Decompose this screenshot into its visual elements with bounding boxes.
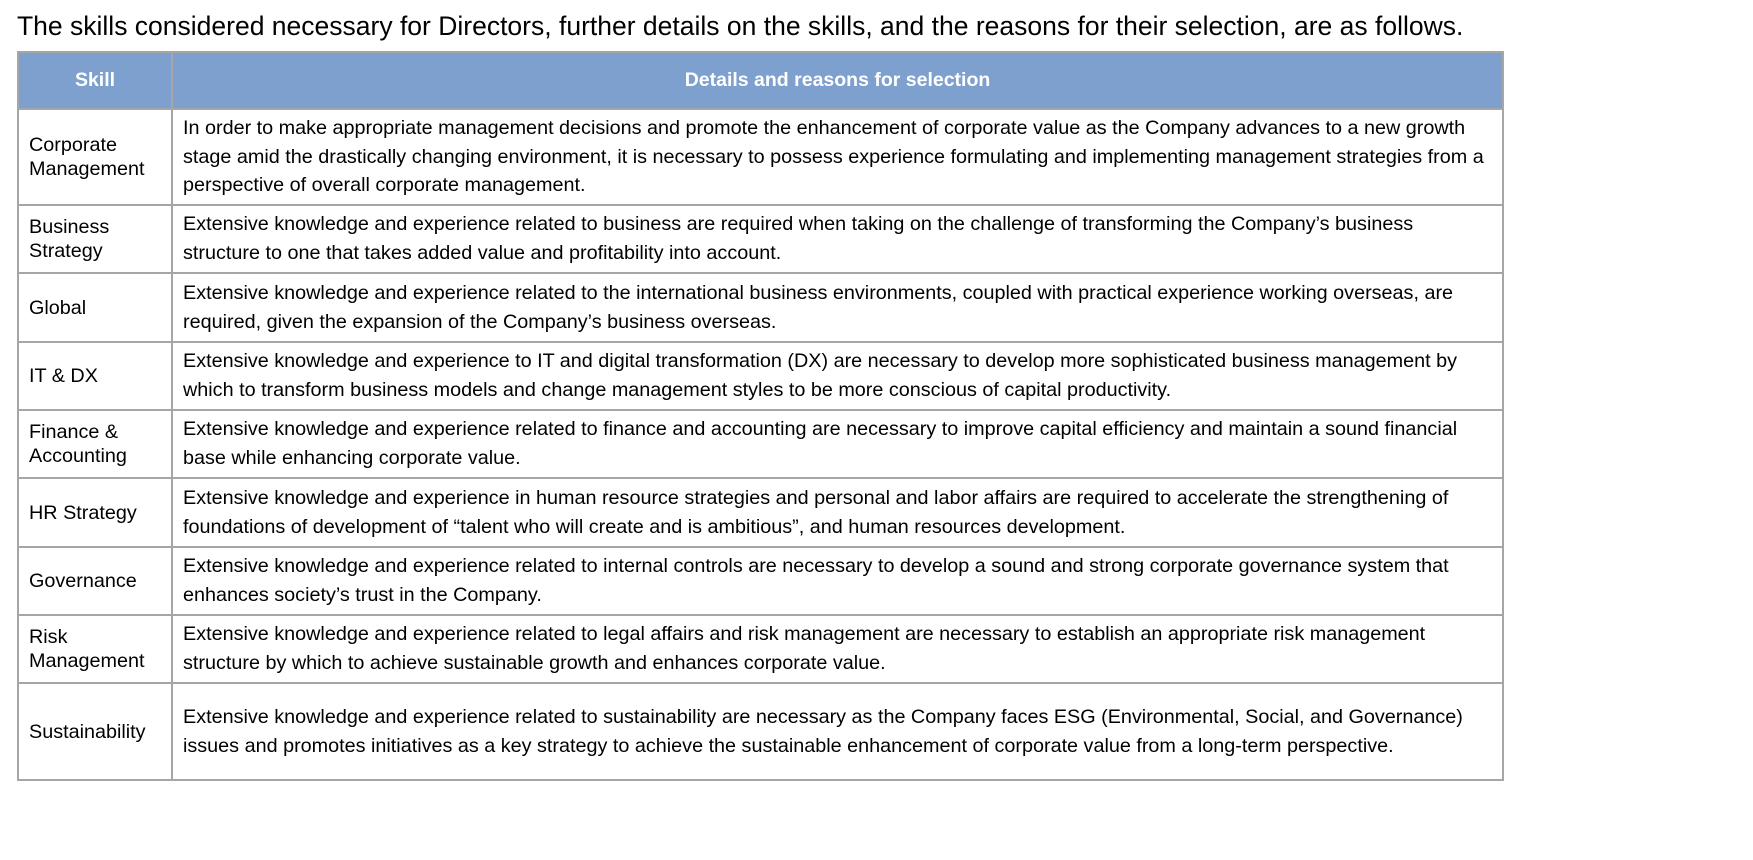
column-header-skill: Skill: [18, 52, 172, 109]
skill-details-cell: Extensive knowledge and experience related to finance and accounting are necessary to improve capital efficiency and maintain a sound financial base while enhancing corporate value.: [172, 410, 1503, 478]
column-header-details: Details and reasons for selection: [172, 52, 1503, 109]
skill-details-cell: Extensive knowledge and experience to IT and digital transformation (DX) are necessary to develop more sophisticated business management by which to transform business models and change management styles to be more conscious of capital productivity.: [172, 342, 1503, 410]
skill-name-cell: Finance & Accounting: [18, 410, 172, 478]
table-row: [18, 547, 1503, 615]
skill-details-cell: Extensive knowledge and experience related to internal controls are necessary to develop a sound and strong corporate governance system that enhances society’s trust in the Company.: [172, 547, 1503, 615]
skills-table: [17, 51, 1504, 781]
skill-name-cell: Risk Management: [18, 615, 172, 683]
skill-details-cell: Extensive knowledge and experience related to legal affairs and risk management are necessary to establish an appropriate risk management structure by which to achieve sustainable growth and enhances corporate value.: [172, 615, 1503, 683]
intro-text: The skills considered necessary for Directors, further details on the skills, and the reasons for their selection, are as follows.: [17, 11, 1464, 41]
table-row: [18, 273, 1503, 342]
skill-details-cell: Extensive knowledge and experience related to the international business environments, coupled with practical experience working overseas, are required, given the expansion of the Company’s business overseas.: [172, 273, 1503, 342]
table-row: [18, 683, 1503, 780]
skill-name-cell: Global: [18, 273, 172, 342]
table-row: [18, 410, 1503, 478]
skill-name-cell: HR Strategy: [18, 478, 172, 547]
skill-name-cell: Corporate Management: [18, 109, 172, 205]
skill-details-cell: In order to make appropriate management decisions and promote the enhancement of corporate value as the Company advances to a new growth stage amid the drastically changing environment, it is necessary to possess experience formulating and implementing management strategies from a perspective of overall corporate management.: [172, 109, 1503, 205]
skill-details-cell: Extensive knowledge and experience in human resource strategies and personal and labor affairs are required to accelerate the strengthening of foundations of development of “talent who will create and is ambitious”, and human resources development.: [172, 478, 1503, 547]
table-row: [18, 205, 1503, 273]
skill-name-cell: Business Strategy: [18, 205, 172, 273]
table-row: [18, 109, 1503, 205]
skill-details-cell: Extensive knowledge and experience related to sustainability are necessary as the Company faces ESG (Environmental, Social, and Governance) issues and promotes initiatives as a key strategy to achieve the sustainable enhancement of corporate value from a long-term perspective.: [172, 683, 1503, 780]
skill-details-cell: Extensive knowledge and experience related to business are required when taking on the challenge of transforming the Company’s business structure to one that takes added value and profitability into account.: [172, 205, 1503, 273]
table-row: [18, 478, 1503, 547]
skill-name-cell: IT & DX: [18, 342, 172, 410]
table-row: [18, 615, 1503, 683]
skill-name-cell: Sustainability: [18, 683, 172, 780]
table-row: [18, 342, 1503, 410]
skill-name-cell: Governance: [18, 547, 172, 615]
table-header-row: [18, 52, 1503, 109]
